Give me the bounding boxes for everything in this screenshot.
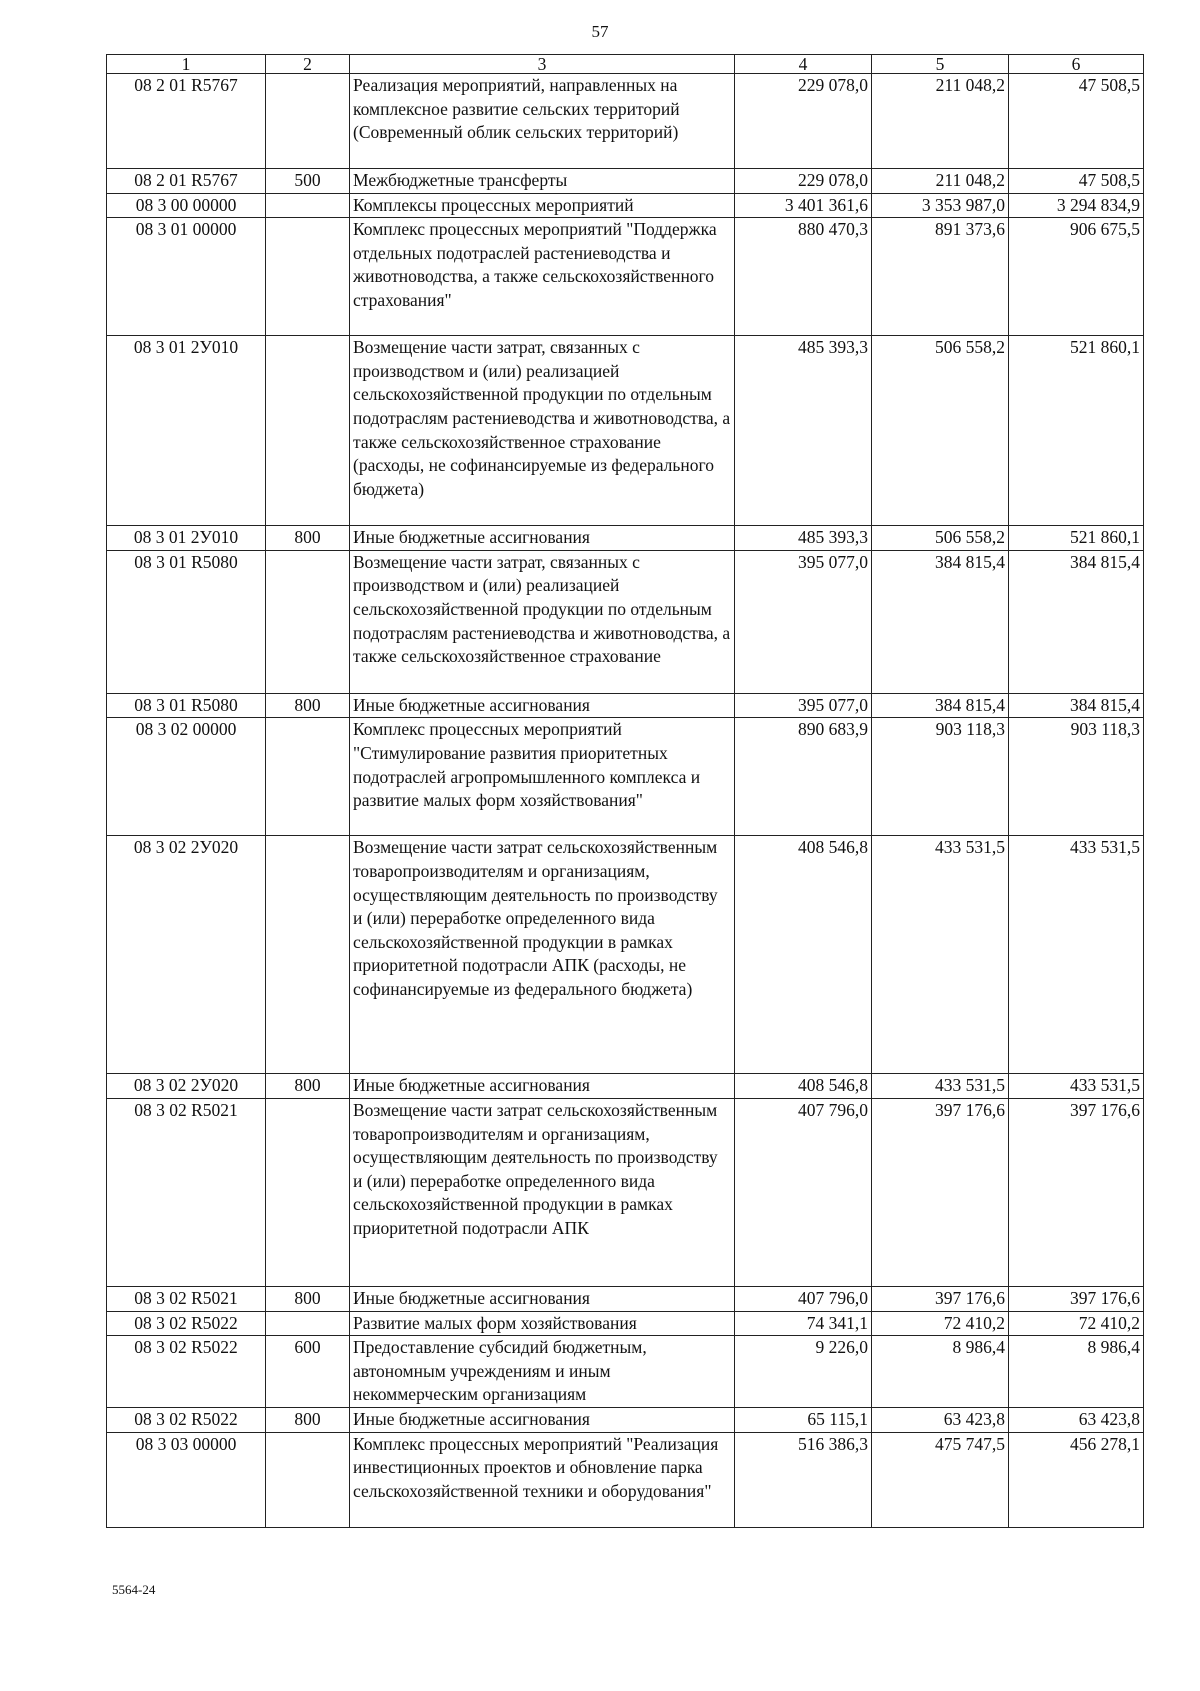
- item-name-cell: Комплексы процессных мероприятий: [350, 193, 735, 218]
- item-name-cell: Иные бюджетные ассигнования: [350, 1074, 735, 1099]
- table-row: [107, 1098, 1144, 1286]
- amount-col6-cell: 47 508,5: [1009, 74, 1144, 169]
- amount-col4-cell: 408 546,8: [735, 836, 872, 1074]
- table-row: [107, 1286, 1144, 1311]
- budget-code-cell: 08 3 02 2У020: [107, 1074, 266, 1099]
- item-name-cell: Иные бюджетные ассигнования: [350, 526, 735, 551]
- amount-col6-cell: 521 860,1: [1009, 526, 1144, 551]
- amount-col5-cell: 433 531,5: [872, 836, 1009, 1074]
- amount-col6-cell: 72 410,2: [1009, 1311, 1144, 1336]
- expense-type-cell: 600: [266, 1336, 350, 1408]
- table-row: [107, 193, 1144, 218]
- expense-type-cell: [266, 718, 350, 836]
- expense-type-cell: 800: [266, 1286, 350, 1311]
- amount-col6-cell: 63 423,8: [1009, 1408, 1144, 1433]
- item-name-cell: Реализация мероприятий, направленных на комплексное развитие сельских территорий (Современный облик сельских территорий): [350, 74, 735, 169]
- column-header-6: 6: [1009, 55, 1144, 74]
- expense-type-cell: [266, 1311, 350, 1336]
- budget-code-cell: 08 3 01 R5080: [107, 550, 266, 693]
- amount-col4-cell: 516 386,3: [735, 1432, 872, 1527]
- budget-code-cell: 08 3 02 R5021: [107, 1098, 266, 1286]
- amount-col6-cell: 906 675,5: [1009, 218, 1144, 336]
- budget-code-cell: 08 3 02 R5021: [107, 1286, 266, 1311]
- amount-col6-cell: 433 531,5: [1009, 836, 1144, 1074]
- amount-col6-cell: 8 986,4: [1009, 1336, 1144, 1408]
- amount-col4-cell: 890 683,9: [735, 718, 872, 836]
- amount-col4-cell: 229 078,0: [735, 74, 872, 169]
- amount-col6-cell: 521 860,1: [1009, 336, 1144, 526]
- amount-col4-cell: 74 341,1: [735, 1311, 872, 1336]
- amount-col4-cell: 9 226,0: [735, 1336, 872, 1408]
- budget-code-cell: 08 3 03 00000: [107, 1432, 266, 1527]
- column-header-4: 4: [735, 55, 872, 74]
- table-row: [107, 550, 1144, 693]
- item-name-cell: Комплекс процессных мероприятий "Реализация инвестиционных проектов и обновление парка сельскохозяйственной техники и оборудования": [350, 1432, 735, 1527]
- table-row: [107, 169, 1144, 194]
- expense-type-cell: 800: [266, 1074, 350, 1099]
- item-name-cell: Межбюджетные трансферты: [350, 169, 735, 194]
- expense-type-cell: 800: [266, 526, 350, 551]
- amount-col5-cell: 72 410,2: [872, 1311, 1009, 1336]
- header-row: [107, 55, 1144, 74]
- amount-col6-cell: 47 508,5: [1009, 169, 1144, 194]
- table-row: [107, 1336, 1144, 1408]
- item-name-cell: Комплекс процессных мероприятий "Поддержка отдельных подотраслей растениеводства и животноводства, а также сельскохозяйственного страхования": [350, 218, 735, 336]
- table-body: [107, 74, 1144, 1528]
- item-name-cell: Комплекс процессных мероприятий "Стимулирование развития приоритетных подотраслей агропромышленного комплекса и развитие малых форм хозяйствования": [350, 718, 735, 836]
- item-name-cell: Иные бюджетные ассигнования: [350, 693, 735, 718]
- budget-code-cell: 08 2 01 R5767: [107, 74, 266, 169]
- amount-col5-cell: 63 423,8: [872, 1408, 1009, 1433]
- amount-col5-cell: 891 373,6: [872, 218, 1009, 336]
- column-header-5: 5: [872, 55, 1009, 74]
- table-row: [107, 836, 1144, 1074]
- budget-code-cell: 08 3 00 00000: [107, 193, 266, 218]
- item-name-cell: Иные бюджетные ассигнования: [350, 1408, 735, 1433]
- amount-col5-cell: 211 048,2: [872, 74, 1009, 169]
- item-name-cell: Возмещение части затрат сельскохозяйственным товаропроизводителям и организациям, осуществляющим деятельность по производству и (или) переработке определенного вида сельскохозяйственной продукции в рамках приоритетной подотрасли АПК (расходы, не софинансируемые из федерального бюджета): [350, 836, 735, 1074]
- budget-code-cell: 08 3 02 2У020: [107, 836, 266, 1074]
- amount-col4-cell: 229 078,0: [735, 169, 872, 194]
- amount-col4-cell: 65 115,1: [735, 1408, 872, 1433]
- amount-col4-cell: 485 393,3: [735, 526, 872, 551]
- expense-type-cell: [266, 336, 350, 526]
- item-name-cell: Возмещение части затрат, связанных с производством и (или) реализацией сельскохозяйственной продукции по отдельным подотраслям растениеводства и животноводства, а также сельскохозяйственное страхование: [350, 550, 735, 693]
- expense-type-cell: [266, 836, 350, 1074]
- table-row: [107, 1074, 1144, 1099]
- amount-col5-cell: 3 353 987,0: [872, 193, 1009, 218]
- expense-type-cell: [266, 1098, 350, 1286]
- expense-type-cell: [266, 550, 350, 693]
- amount-col4-cell: 407 796,0: [735, 1098, 872, 1286]
- table-row: [107, 336, 1144, 526]
- amount-col5-cell: 384 815,4: [872, 693, 1009, 718]
- amount-col6-cell: 3 294 834,9: [1009, 193, 1144, 218]
- amount-col6-cell: 397 176,6: [1009, 1098, 1144, 1286]
- amount-col6-cell: 456 278,1: [1009, 1432, 1144, 1527]
- amount-col5-cell: 506 558,2: [872, 336, 1009, 526]
- table-row: [107, 526, 1144, 551]
- amount-col4-cell: 485 393,3: [735, 336, 872, 526]
- budget-table: [106, 54, 1144, 1528]
- amount-col6-cell: 903 118,3: [1009, 718, 1144, 836]
- table-row: [107, 693, 1144, 718]
- budget-code-cell: 08 3 02 R5022: [107, 1336, 266, 1408]
- column-header-2: 2: [266, 55, 350, 74]
- amount-col5-cell: 397 176,6: [872, 1286, 1009, 1311]
- amount-col4-cell: 407 796,0: [735, 1286, 872, 1311]
- column-header-1: 1: [107, 55, 266, 74]
- column-header-3: 3: [350, 55, 735, 74]
- expense-type-cell: [266, 1432, 350, 1527]
- budget-code-cell: 08 3 02 R5022: [107, 1311, 266, 1336]
- table-row: [107, 74, 1144, 169]
- amount-col4-cell: 3 401 361,6: [735, 193, 872, 218]
- page-number: 57: [591, 22, 609, 41]
- amount-col5-cell: 384 815,4: [872, 550, 1009, 693]
- amount-col5-cell: 211 048,2: [872, 169, 1009, 194]
- amount-col4-cell: 395 077,0: [735, 550, 872, 693]
- amount-col6-cell: 433 531,5: [1009, 1074, 1144, 1099]
- expense-type-cell: [266, 218, 350, 336]
- amount-col6-cell: 384 815,4: [1009, 693, 1144, 718]
- budget-code-cell: 08 3 01 R5080: [107, 693, 266, 718]
- table-row: [107, 218, 1144, 336]
- budget-code-cell: 08 3 01 2У010: [107, 526, 266, 551]
- item-name-cell: Возмещение части затрат, связанных с производством и (или) реализацией сельскохозяйственной продукции по отдельным подотраслям растениеводства и животноводства, а также сельскохозяйственное страхование (расходы, не софинансируемые из федерального бюджета): [350, 336, 735, 526]
- budget-code-cell: 08 3 01 2У010: [107, 336, 266, 526]
- item-name-cell: Возмещение части затрат сельскохозяйственным товаропроизводителям и организациям, осуществляющим деятельность по производству и (или) переработке определенного вида сельскохозяйственной продукции в рамках приоритетной подотрасли АПК: [350, 1098, 735, 1286]
- table-row: [107, 718, 1144, 836]
- amount-col5-cell: 433 531,5: [872, 1074, 1009, 1099]
- table-row: [107, 1432, 1144, 1527]
- amount-col4-cell: 880 470,3: [735, 218, 872, 336]
- amount-col5-cell: 475 747,5: [872, 1432, 1009, 1527]
- amount-col6-cell: 397 176,6: [1009, 1286, 1144, 1311]
- expense-type-cell: [266, 74, 350, 169]
- amount-col5-cell: 397 176,6: [872, 1098, 1009, 1286]
- item-name-cell: Развитие малых форм хозяйствования: [350, 1311, 735, 1336]
- amount-col5-cell: 506 558,2: [872, 526, 1009, 551]
- expense-type-cell: [266, 193, 350, 218]
- item-name-cell: Предоставление субсидий бюджетным, автономным учреждениям и иным некоммерческим организациям: [350, 1336, 735, 1408]
- item-name-cell: Иные бюджетные ассигнования: [350, 1286, 735, 1311]
- budget-code-cell: 08 3 02 00000: [107, 718, 266, 836]
- budget-code-cell: 08 3 01 00000: [107, 218, 266, 336]
- table-row: [107, 1408, 1144, 1433]
- amount-col5-cell: 8 986,4: [872, 1336, 1009, 1408]
- amount-col6-cell: 384 815,4: [1009, 550, 1144, 693]
- budget-code-cell: 08 2 01 R5767: [107, 169, 266, 194]
- document-code: 5564-24: [112, 1582, 156, 1597]
- expense-type-cell: 500: [266, 169, 350, 194]
- expense-type-cell: 800: [266, 693, 350, 718]
- amount-col5-cell: 903 118,3: [872, 718, 1009, 836]
- expense-type-cell: 800: [266, 1408, 350, 1433]
- budget-code-cell: 08 3 02 R5022: [107, 1408, 266, 1433]
- table-row: [107, 1311, 1144, 1336]
- amount-col4-cell: 408 546,8: [735, 1074, 872, 1099]
- amount-col4-cell: 395 077,0: [735, 693, 872, 718]
